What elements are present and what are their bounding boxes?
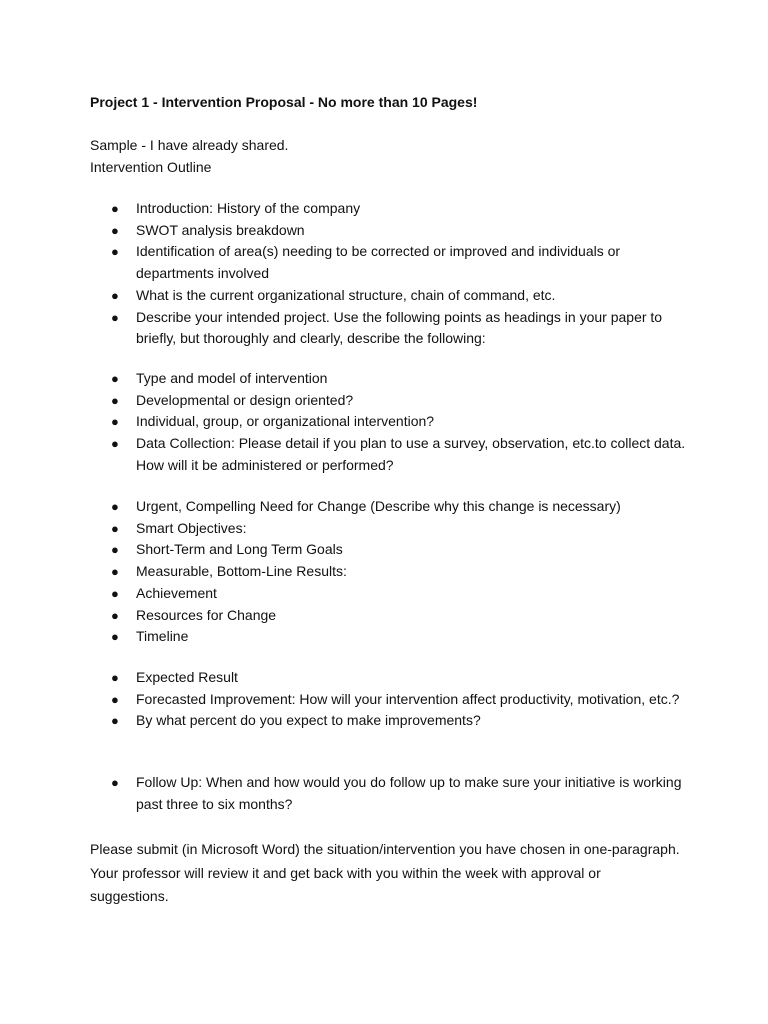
list-item-text: Measurable, Bottom-Line Results:	[136, 563, 347, 580]
list-item-text: Follow Up: When and how would you do follow up to make sure your initiative is working past three to six months?	[136, 774, 682, 812]
list-item-text: Resources for Change	[136, 606, 277, 623]
bullet-icon: ●	[111, 542, 119, 558]
list-item	[0, 710, 768, 732]
list-item	[0, 583, 768, 605]
bullet-icon: ●	[111, 392, 119, 408]
list-item	[0, 368, 768, 390]
list-item-text: Describe your intended project. Use the following points as headings in your paper to briefly, but thoroughly and clearly, describe the following:	[136, 308, 663, 347]
list-item	[0, 518, 768, 540]
list-item-text: Timeline	[136, 628, 189, 645]
bullet-icon: ●	[111, 564, 119, 580]
bullet-icon: ●	[111, 520, 119, 536]
list-item-text: Short-Term and Long Term Goals	[136, 541, 343, 558]
bullet-icon: ●	[111, 629, 119, 645]
list-item-text: Forecasted Improvement: How will your intervention affect productivity, motivation, etc.?	[136, 690, 680, 707]
bullet-list-3	[0, 496, 768, 648]
list-item-text: Type and model of intervention	[136, 370, 328, 386]
bullet-icon: ●	[111, 436, 119, 452]
list-item	[0, 539, 768, 561]
list-item-text: Identification of area(s) needing to be corrected or improved and individuals or departments involved	[136, 243, 621, 282]
list-item	[0, 241, 768, 284]
list-item	[0, 667, 768, 689]
list-item-text: Expected Result	[136, 669, 238, 685]
list-item-text: What is the current organizational structure, chain of command, etc.	[136, 286, 556, 303]
list-item-text: Data Collection: Please detail if you plan to use a survey, observation, etc.to collect data. How will it be administered or performed?	[136, 435, 686, 473]
bullet-list-4	[0, 667, 768, 732]
closing-paragraph: Please submit (in Microsoft Word) the situation/intervention you have chosen in one-paragraph. Your professor will review it and get back with you within the week with approval or suggestions.	[90, 841, 680, 904]
bullet-icon: ●	[111, 499, 119, 514]
list-item	[0, 605, 768, 627]
list-item	[0, 220, 768, 242]
outline-heading: Intervention Outline	[90, 159, 212, 175]
list-item-text: SWOT analysis breakdown	[136, 221, 305, 238]
bullet-icon: ●	[111, 607, 119, 623]
list-item-text: Achievement	[136, 584, 217, 601]
bullet-icon: ●	[111, 244, 119, 260]
bullet-icon: ●	[111, 670, 119, 685]
list-item	[0, 626, 768, 648]
bullet-icon: ●	[111, 775, 119, 790]
bullet-icon: ●	[111, 309, 119, 325]
sample-line: Sample - I have already shared.	[90, 137, 289, 153]
document-title: Project 1 - Intervention Proposal - No more than 10 Pages!	[90, 94, 478, 110]
bullet-list-5	[0, 772, 768, 815]
list-item	[0, 285, 768, 307]
list-item	[0, 689, 768, 711]
list-item-text: Smart Objectives:	[136, 519, 247, 536]
list-item	[0, 433, 768, 476]
list-item	[0, 198, 768, 220]
list-item-text: By what percent do you expect to make improvements?	[136, 712, 481, 729]
list-item-text: Developmental or design oriented?	[136, 391, 354, 408]
bullet-list-1	[0, 198, 768, 350]
bullet-icon: ●	[111, 585, 119, 601]
list-item	[0, 772, 768, 815]
list-item	[0, 496, 768, 518]
bullet-list-2	[0, 368, 768, 477]
bullet-icon: ●	[111, 691, 119, 707]
bullet-icon: ●	[111, 371, 119, 386]
list-item-text: Introduction: History of the company	[136, 200, 361, 216]
list-item-text: Individual, group, or organizational intervention?	[136, 413, 435, 430]
bullet-icon: ●	[111, 713, 119, 729]
bullet-icon: ●	[111, 222, 119, 238]
list-item	[0, 561, 768, 583]
bullet-icon: ●	[111, 414, 119, 430]
bullet-icon: ●	[111, 201, 119, 216]
list-item	[0, 390, 768, 412]
list-item	[0, 411, 768, 433]
list-item-text: Urgent, Compelling Need for Change (Describe why this change is necessary)	[136, 498, 621, 514]
bullet-icon: ●	[111, 287, 119, 303]
list-item	[0, 307, 768, 350]
